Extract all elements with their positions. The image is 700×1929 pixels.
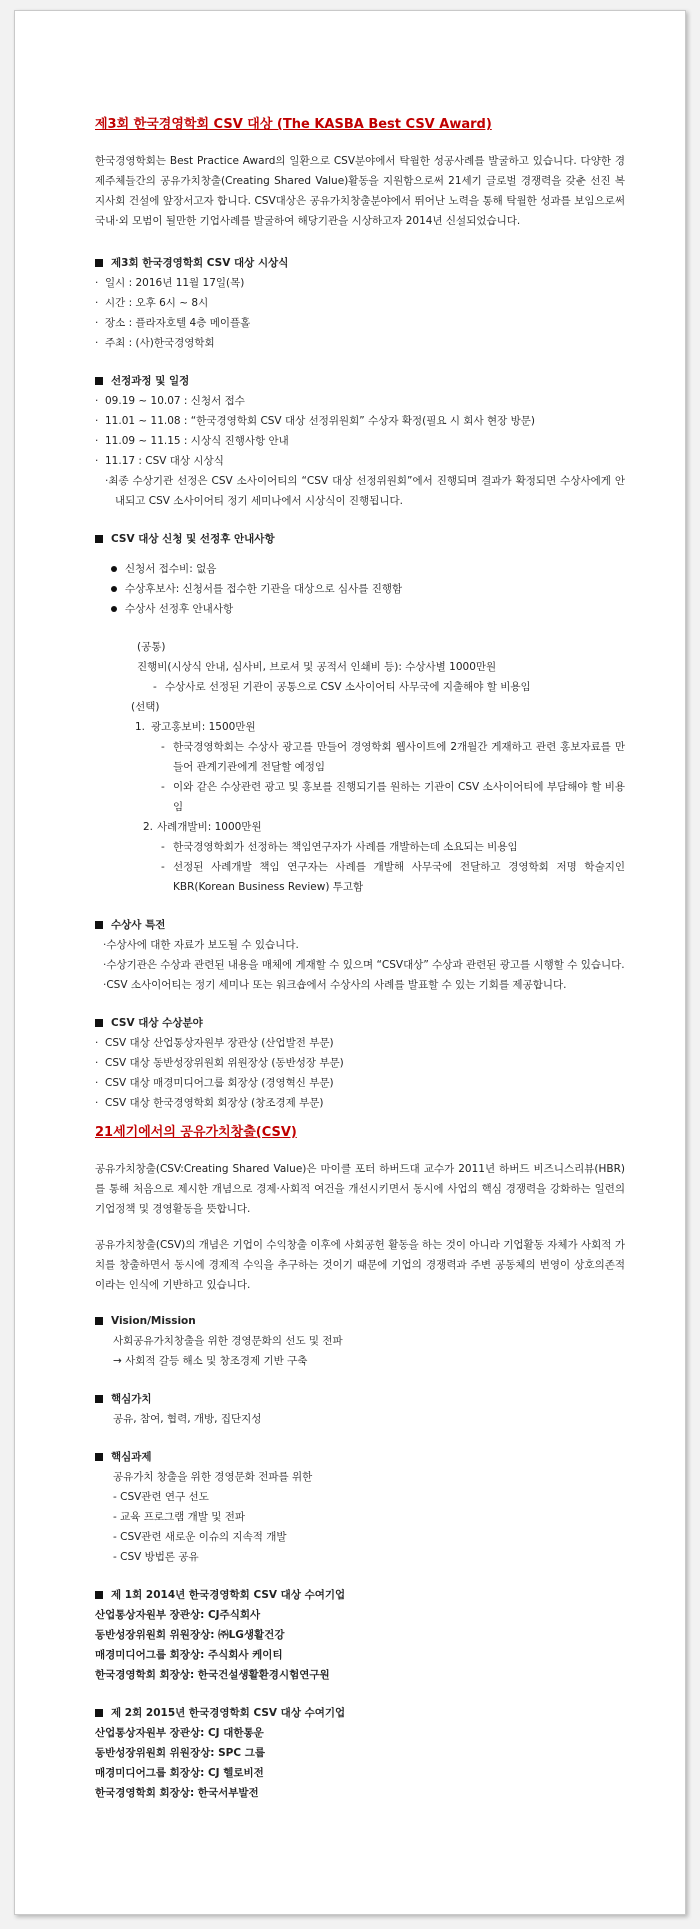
award-row: 매경미디어그룹 회장상: 주식회사 케이티: [95, 1649, 283, 1661]
vision-line: → 사회적 갈등 해소 및 창조경제 기반 구축: [113, 1355, 308, 1367]
square-bullet-icon: [95, 259, 103, 267]
list-item: 수상사 선정후 안내사항: [95, 599, 625, 619]
list-item: · CSV 대상 매경미디어그룹 회장상 (경영혁신 부문): [95, 1077, 334, 1089]
list-item: ·최종 수상기관 선정은 CSV 소사이어티의 “CSV 대상 선정위원회”에서 진행되며 결과가 확정되면 수상사에게 안내되고 CSV 소사이어티 정기 세미나에서 시상식이 진행됩니다.: [105, 475, 625, 507]
square-bullet-icon: [95, 921, 103, 929]
award-row: 산업통상자원부 장관상: CJ주식회사: [95, 1609, 261, 1621]
square-bullet-icon: [95, 377, 103, 385]
square-bullet-icon: [95, 1395, 103, 1403]
dash-item: - 이와 같은 수상관련 광고 및 홍보를 진행되기를 원하는 기관이 CSV 소사이어티에 부담해야 할 비용임: [161, 781, 625, 813]
heading-apply: CSV 대상 신청 및 선정후 안내사항: [95, 529, 625, 549]
select-label: (선택): [131, 701, 160, 713]
heading-process: 선정과정 및 일정: [95, 371, 625, 391]
numbered-item: 1. 광고홍보비: 1500만원: [135, 721, 256, 733]
common-line: 진행비(시상식 안내, 심사비, 브로셔 및 공적서 인쇄비 등): 수상사별 1000만원: [137, 661, 497, 673]
list-item: ·수상사에 대한 자료가 보도될 수 있습니다.: [103, 939, 299, 951]
dash-item: - 선정된 사례개발 책임 연구자는 사례를 개발해 사무국에 전달하고 경영학회 저명 학술지인 KBR(Korean Business Review) 투고함: [161, 861, 625, 893]
heading-tasks: 핵심과제: [95, 1447, 625, 1467]
heading-fields: CSV 대상 수상분야: [95, 1013, 625, 1033]
dash-item: - 한국경영학회가 선정하는 책임연구자가 사례를 개발하는데 소요되는 비용임: [161, 841, 518, 853]
vision-line: 사회공유가치창출을 위한 경영문화의 선도 및 전파: [113, 1335, 343, 1347]
document-content: [95, 115, 625, 1803]
list-item: · 09.19 ~ 10.07 : 신청서 접수: [95, 395, 245, 407]
list-item: · 11.09 ~ 11.15 : 시상식 진행사항 안내: [95, 435, 289, 447]
square-bullet-icon: [95, 1709, 103, 1717]
heading-ceremony: 제3회 한국경영학회 CSV 대상 시상식: [95, 253, 625, 273]
numbered-item: 2. 사례개발비: 1000만원: [143, 821, 262, 833]
csv-paragraph-2: 공유가치창출(CSV)의 개념은 기업이 수익창출 이후에 사회공헌 활동을 하는 것이 아니라 기업활동 자체가 사회적 가치를 창출하면서 동시에 경제적 수익을 추구하는 것이기 때문에 기업의 경쟁력과 주변 공동체의 번영이 상호의존적이라는 인식에 기반하고 있습니다.: [95, 1239, 625, 1291]
intro-paragraph: 한국경영학회는 Best Practice Award의 일환으로 CSV분야에서 탁월한 성공사례를 발굴하고 있습니다. 다양한 경제주체들간의 공유가치창출(Creating Shared Value)활동을 지원함으로써 21세기 글로벌 경쟁력을 갖춘 선진 복지사회 건설에 앞장서고자 합니다. CSV대상은 공유가치창출분야에서 뛰어난 노력을 통해 탁월한 성과를 보임으로써 국내·외 모범이 될만한 기업사례를 발굴하여 해당기관을 시상하고자 2014년 신설되었습니다.: [95, 155, 625, 227]
bullet-icon: [111, 586, 117, 592]
list-item: - 교육 프로그램 개발 및 전파: [113, 1511, 246, 1523]
list-item: - CSV관련 새로운 이슈의 지속적 개발: [113, 1531, 287, 1543]
list-item: - CSV관련 연구 선도: [113, 1491, 209, 1503]
award-row: 한국경영학회 회장상: 한국서부발전: [95, 1787, 259, 1799]
list-item: · 11.01 ~ 11.08 : “한국경영학회 CSV 대상 선정위원회” 수상자 확정(필요 시 회사 현장 방문): [95, 415, 535, 427]
list-item: · 11.17 : CSV 대상 시상식: [95, 455, 224, 467]
list-item: · 일시 : 2016년 11월 17일(목): [95, 277, 245, 289]
heading-benefit: 수상사 특전: [95, 915, 625, 935]
heading-core: 핵심가치: [95, 1389, 625, 1409]
square-bullet-icon: [95, 535, 103, 543]
heading-award-2: 제 2회 2015년 한국경영학회 CSV 대상 수여기업: [95, 1703, 625, 1723]
square-bullet-icon: [95, 1317, 103, 1325]
square-bullet-icon: [95, 1591, 103, 1599]
document-page: [14, 10, 686, 1915]
list-item: · CSV 대상 한국경영학회 회장상 (창조경제 부문): [95, 1097, 324, 1109]
dash-item: - 한국경영학회는 수상사 광고를 만들어 경영학회 웹사이트에 2개월간 게재하고 관련 홍보자료를 만들어 관계기관에게 전달할 예정임: [161, 741, 625, 773]
list-item: · 주최 : (사)한국경영학회: [95, 337, 215, 349]
list-item: 신청서 접수비: 없음: [95, 559, 625, 579]
list-item: · CSV 대상 산업통상자원부 장관상 (산업발전 부문): [95, 1037, 334, 1049]
bullet-icon: [111, 566, 117, 572]
award-row: 동반성장위원회 위원장상: ㈜LG생활건강: [95, 1629, 285, 1641]
core-line: 공유, 참여, 협력, 개방, 집단지성: [113, 1413, 262, 1425]
section-title-csv-award: 제3회 한국경영학회 CSV 대상 (The KASBA Best CSV Award): [95, 117, 492, 132]
heading-vision: Vision/Mission: [95, 1311, 625, 1331]
list-item: - CSV 방법론 공유: [113, 1551, 199, 1563]
square-bullet-icon: [95, 1019, 103, 1027]
common-dash: - 수상사로 선정된 기관이 공통으로 CSV 소사이어티 사무국에 지출해야 할 비용임: [153, 681, 531, 693]
award-row: 매경미디어그룹 회장상: CJ 헬로비전: [95, 1767, 264, 1779]
square-bullet-icon: [95, 1453, 103, 1461]
list-item: ·CSV 소사이어티는 정기 세미나 또는 워크숍에서 수상사의 사례를 발표할 수 있는 기회를 제공합니다.: [103, 979, 567, 991]
award-row: 산업통상자원부 장관상: CJ 대한통운: [95, 1727, 264, 1739]
list-item: 수상후보사: 신청서를 접수한 기관을 대상으로 심사를 진행함: [95, 579, 625, 599]
csv-paragraph-1: 공유가치창출(CSV:Creating Shared Value)은 마이클 포터 하버드대 교수가 2011년 하버드 비즈니스리뷰(HBR)를 통해 처음으로 제시한 개념으로 경제·사회적 여건을 개선시키면서 동시에 사업의 핵심 경쟁력을 강화하는 일련의 기업정책 및 경영활동을 뜻합니다.: [95, 1163, 625, 1215]
tasks-line: 공유가치 창출을 위한 경영문화 전파를 위한: [113, 1471, 313, 1483]
section-title-csv: 21세기에서의 공유가치창출(CSV): [95, 1125, 297, 1140]
list-item: · 장소 : 플라자호텔 4층 메이플홀: [95, 317, 251, 329]
award-row: 동반성장위원회 위원장상: SPC 그룹: [95, 1747, 265, 1759]
award-row: 한국경영학회 회장상: 한국건설생활환경시험연구원: [95, 1669, 330, 1681]
common-label: (공통): [137, 641, 166, 653]
list-item: ·수상기관은 수상과 관련된 내용을 매체에 게재할 수 있으며 “CSV대상” 수상과 관련된 광고를 시행할 수 있습니다.: [103, 959, 625, 971]
list-item: · CSV 대상 동반성장위원회 위원장상 (동반성장 부문): [95, 1057, 344, 1069]
list-item: · 시간 : 오후 6시 ~ 8시: [95, 297, 209, 309]
bullet-icon: [111, 606, 117, 612]
heading-award-1: 제 1회 2014년 한국경영학회 CSV 대상 수여기업: [95, 1585, 625, 1605]
